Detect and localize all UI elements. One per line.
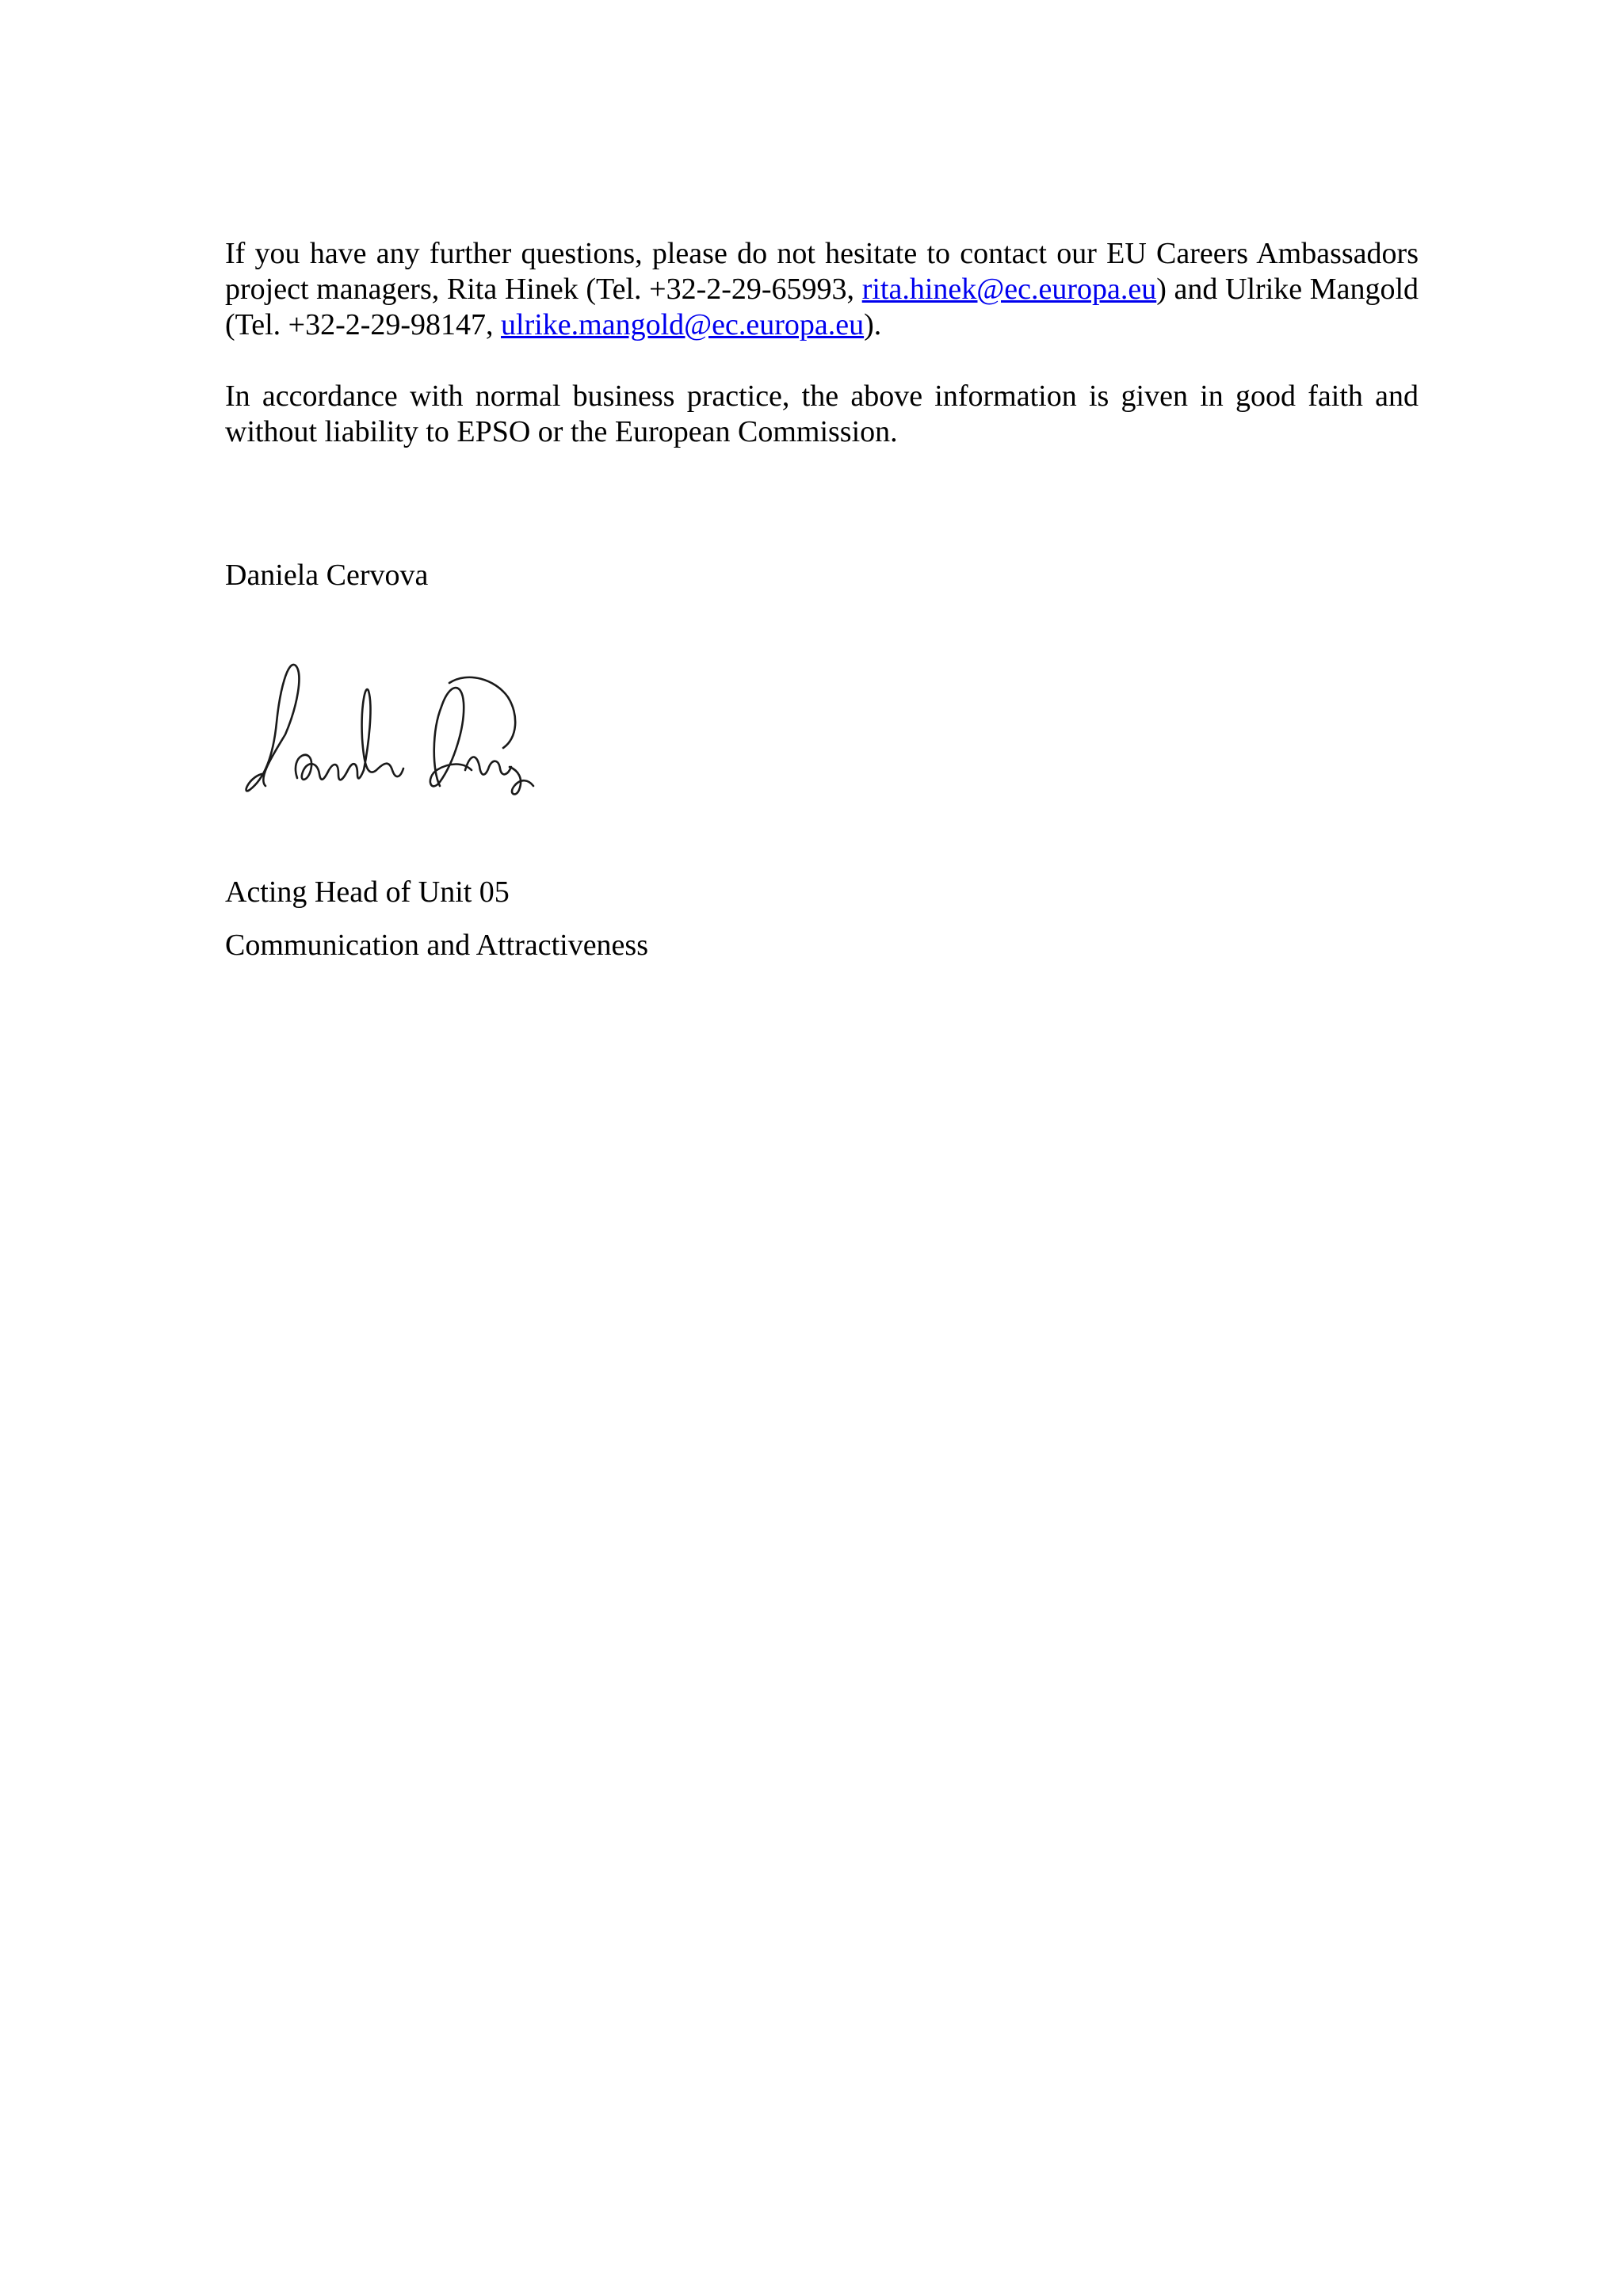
contact-text-part-1: If you have any further questions, please do not hesitate to contact our EU Careers Ambassadors project managers, Rita Hinek (Tel. +32-2-29-65993, bbox=[225, 237, 1419, 306]
contact-text-part-3: ). bbox=[864, 308, 882, 341]
signatory-unit: Communication and Attractiveness bbox=[225, 929, 649, 962]
disclaimer-paragraph: In accordance with normal business practice, the above information is given in good faith and without liability to EPSO or the European Commission. bbox=[225, 379, 1419, 448]
contact-text-part-2: ) and Ulrike Mangold (Tel. +32-2-29-98147, bbox=[225, 273, 1419, 341]
signatory-name: Daniela Cervova bbox=[225, 559, 429, 592]
handwritten-signature bbox=[242, 659, 535, 806]
signatory-title: Acting Head of Unit 05 bbox=[225, 875, 510, 909]
contact-paragraph bbox=[225, 236, 1419, 343]
email-link-ulrike-mangold[interactable]: ulrike.mangold@ec.europa.eu bbox=[501, 308, 865, 341]
email-link-rita-hinek[interactable]: rita.hinek@ec.europa.eu bbox=[861, 273, 1157, 306]
letter-body bbox=[225, 236, 1419, 450]
